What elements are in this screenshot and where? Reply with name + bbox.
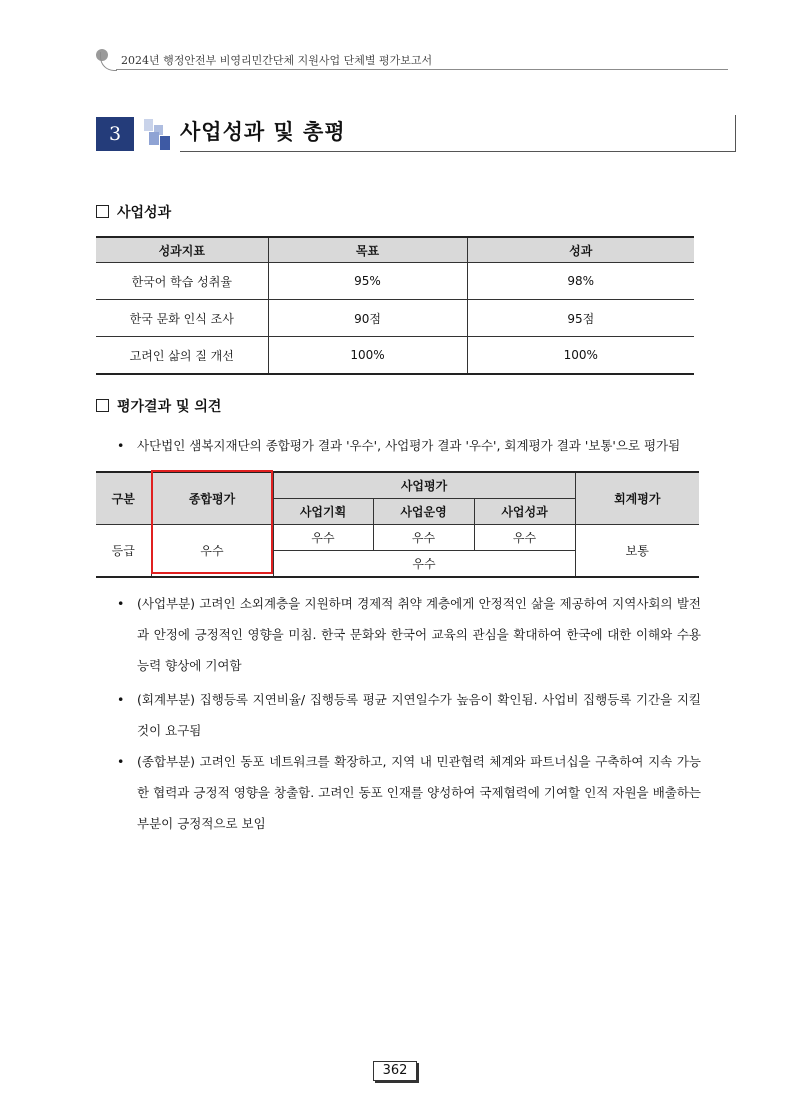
bullet-dot-icon: •	[117, 438, 125, 453]
header-overall: 종합평가	[151, 472, 273, 525]
checkbox-square-icon	[96, 205, 109, 218]
header-business: 사업평가	[273, 472, 575, 499]
accounting-comment-text: (회계부분) 집행등록 지연비율/ 집행등록 평균 지연일수가 높음이 확인됨. 사업비 집행등록 기간을 지킬 것이 요구됨	[137, 692, 701, 738]
bullet-dot-icon: •	[117, 596, 125, 611]
evaluation-heading	[96, 396, 221, 416]
target-cell: 95%	[268, 263, 467, 300]
result-cell: 95점	[467, 300, 694, 337]
header-operation: 사업운영	[373, 499, 474, 525]
result-cell: 98%	[467, 263, 694, 300]
outcome-grade: 우수	[474, 525, 575, 551]
accounting-grade: 보통	[575, 525, 699, 578]
table-row	[96, 337, 694, 375]
overall-comment-bullet	[117, 746, 701, 839]
bullet-dot-icon: •	[117, 692, 125, 707]
target-cell: 90점	[268, 300, 467, 337]
section-title: 사업성과 및 총평	[180, 119, 346, 144]
intro-bullet	[117, 430, 717, 461]
header-planning: 사업기획	[273, 499, 373, 525]
highlight-box	[151, 470, 273, 574]
planning-grade: 우수	[273, 525, 373, 551]
header-outcome: 사업성과	[474, 499, 575, 525]
evaluation-heading-label: 평가결과 및 의견	[117, 399, 222, 415]
section-decoration-icon	[141, 117, 173, 153]
header-accounting: 회계평가	[575, 472, 699, 525]
indicator-cell: 고려인 삶의 질 개선	[96, 337, 268, 375]
indicator-cell: 한국 문화 인식 조사	[96, 300, 268, 337]
page-number: 362	[373, 1061, 417, 1081]
business-comment-bullet	[117, 588, 701, 681]
operation-grade: 우수	[373, 525, 474, 551]
indicator-cell: 한국어 학습 성취율	[96, 263, 268, 300]
overall-comment-text: (종합부분) 고려인 동포 네트워크를 확장하고, 지역 내 민관협력 체계와 파트너십을 구축하여 지속 가능한 협력과 긍정적 영향을 창출함. 고려인 동포 인재를 양성하여 국제협력에 기여할 인적 자원을 배출하는 부분이 긍정적으로 보임	[137, 754, 701, 831]
overall-grade: 우수	[151, 525, 273, 578]
section-title-right-rule	[735, 115, 736, 152]
performance-heading	[96, 202, 171, 222]
column-header: 성과	[467, 237, 694, 263]
business-comment-text: (사업부분) 고려인 소외계층을 지원하며 경제적 취약 계층에게 안정적인 삶을 제공하여 지역사회의 발전과 안정에 긍정적인 영향을 미침. 한국 문화와 한국어 교육의 관심을 확대하여 한국에 대한 이해와 수용 능력 향상에 기여함	[137, 596, 701, 673]
table-row	[96, 263, 694, 300]
column-header: 목표	[268, 237, 467, 263]
header-rule	[116, 69, 728, 70]
row-label-grade: 등급	[96, 525, 151, 578]
checkbox-square-icon	[96, 399, 109, 412]
table-row	[96, 300, 694, 337]
running-header: 2024년 행정안전부 비영리민간단체 지원사업 단체별 평가보고서	[121, 54, 433, 67]
accounting-comment-bullet	[117, 684, 701, 746]
result-cell: 100%	[467, 337, 694, 375]
performance-table	[96, 236, 694, 375]
header-decoration-curve	[100, 52, 117, 71]
intro-bullet-text: 사단법인 샘복지재단의 종합평가 결과 '우수', 사업평가 결과 '우수', 회계평가 결과 '보통'으로 평가됨	[137, 438, 681, 453]
bullet-dot-icon: •	[117, 754, 125, 769]
section-title-underline	[180, 151, 735, 152]
performance-heading-label: 사업성과	[117, 205, 172, 221]
header-category: 구분	[96, 472, 151, 525]
column-header: 성과지표	[96, 237, 268, 263]
section-number: 3	[96, 117, 134, 151]
business-total-grade: 우수	[273, 551, 575, 578]
target-cell: 100%	[268, 337, 467, 375]
